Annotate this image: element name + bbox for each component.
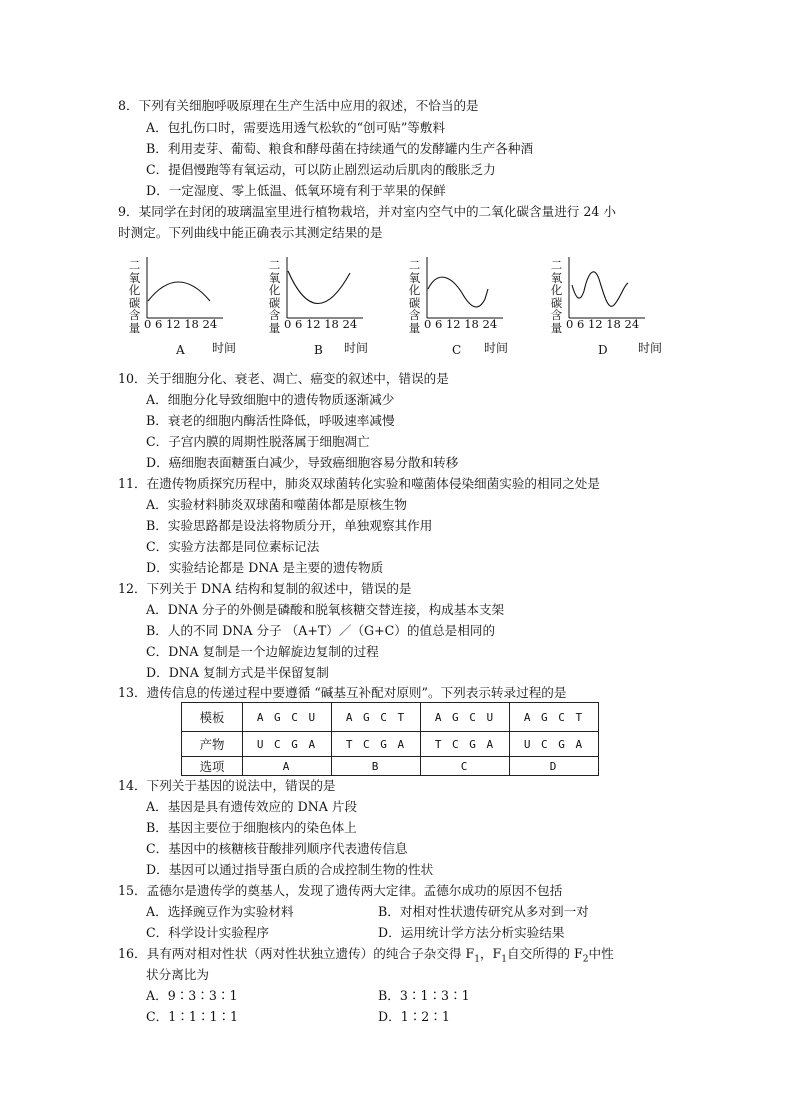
graph-b-ylabel: 二氧化碳含量 (268, 258, 281, 335)
table-cell: T C G A (421, 732, 510, 757)
graph-d-xticks: 0 6 12 18 24 (566, 317, 640, 331)
table-cell: 选项 (182, 757, 243, 776)
graph-c-label: C (452, 343, 462, 357)
table-cell: A G C T (510, 703, 599, 732)
q9-stem: 9．某同学在封闭的玻璃温室里进行植物栽培，并对室内空气中的二氧化碳含量进行 24 小 (118, 204, 617, 219)
table-cell: A G C U (421, 703, 510, 732)
q13-table (181, 702, 599, 776)
graph-d-curve (572, 272, 628, 306)
table-row (182, 757, 599, 776)
table-cell: A (243, 757, 332, 776)
q10-option-c: C．子宫内膜的周期性脱落属于细胞凋亡 (146, 434, 370, 449)
subscript: 2 (582, 954, 589, 965)
q16-option-c: C．1∶1∶1∶1 (146, 1009, 239, 1024)
q16-stem (118, 945, 614, 969)
q15-option-b: B．对相对性状遗传研究从多对到一对 (378, 904, 589, 919)
subscript: 1 (501, 954, 508, 965)
q14-option-b: B．基因主要位于细胞核内的染色体上 (146, 820, 357, 835)
graph-d-xlabel: 时间 (638, 341, 663, 355)
q8-option-c: C．提倡慢跑等有氧运动，可以防止剧烈运动后肌肉的酸胀乏力 (146, 162, 496, 177)
graph-b-xlabel: 时间 (344, 341, 369, 355)
q11-option-d: D．实验结论都是 DNA 是主要的遗传物质 (146, 560, 384, 575)
q11-option-b: B．实验思路都是设法将物质分开，单独观察其作用 (146, 518, 433, 533)
table-cell: C (421, 757, 510, 776)
graph-c-xticks: 0 6 12 18 24 (424, 317, 498, 331)
q8-option-d: D．一定湿度、零上低温、低氧环境有利于苹果的保鲜 (146, 183, 446, 198)
q12-option-c: C．DNA 复制是一个边解旋边复制的过程 (146, 644, 379, 659)
table-cell: U C G A (243, 732, 332, 757)
q14-option-a: A．基因是具有遗传效应的 DNA 片段 (146, 799, 358, 814)
q16-stem-part: 中性 (588, 946, 614, 961)
q15-option-c: C．科学设计实验程序 (146, 925, 269, 940)
q16-stem-cont: 状分离比为 (146, 967, 209, 982)
q16-stem-part: 16．具有两对相对性状（两对性状独立遗传）的纯合子杂交得 F (118, 946, 475, 961)
q8-option-a: A．包扎伤口时，需要选用透气松软的“创可贴”等敷料 (146, 120, 446, 135)
graph-d (550, 255, 685, 355)
q12-stem: 12．下列关于 DNA 结构和复制的叙述中，错误的是 (118, 581, 412, 596)
q11-option-c: C．实验方法都是同位素标记法 (146, 539, 320, 554)
graph-c-xlabel: 时间 (484, 341, 509, 355)
graph-a-xticks: 0 6 12 18 24 (144, 317, 218, 331)
q13-stem: 13．遗传信息的传递过程中要遵循 “碱基互补配对原则”。下列表示转录过程的是 (118, 685, 567, 700)
q16-stem-part: 自交所得的 F (507, 946, 583, 961)
q12-option-b: B．人的不同 DNA 分子 （A+T）／（G+C）的值总是相同的 (146, 623, 496, 638)
q9-stem-cont: 时测定。下列曲线中能正确表示其测定结果的是 (118, 225, 383, 240)
q10-stem: 10．关于细胞分化、衰老、凋亡、癌变的叙述中，错误的是 (118, 371, 449, 386)
table-cell: A G C T (332, 703, 421, 732)
q12-option-d: D．DNA 复制方式是半保留复制 (146, 665, 329, 680)
q10-option-a: A．细胞分化导致细胞中的遗传物质逐渐减少 (146, 392, 395, 407)
q12-option-a: A．DNA 分子的外侧是磷酸和脱氧核糖交替连接，构成基本支架 (146, 602, 505, 617)
table-row (182, 732, 599, 757)
q11-option-a: A．实验材料肺炎双球菌和噬菌体都是原核生物 (146, 497, 407, 512)
table-cell: A G C U (243, 703, 332, 732)
table-cell: 产物 (182, 732, 243, 757)
graph-a-label: A (176, 343, 185, 357)
table-cell: B (332, 757, 421, 776)
graph-a-ylabel: 二氧化碳含量 (128, 258, 141, 335)
graph-d-label: D (598, 343, 608, 357)
q8-stem: 8．下列有关细胞呼吸原理在生产生活中应用的叙述，不恰当的是 (118, 98, 479, 113)
q10-option-d: D．癌细胞表面糖蛋白减少，导致癌细胞容易分散和转移 (146, 455, 459, 470)
q15-stem: 15．孟德尔是遗传学的奠基人，发现了遗传两大定律。孟德尔成功的原因不包括 (118, 883, 563, 898)
q15-option-a: A．选择豌豆作为实验材料 (146, 904, 294, 919)
q14-option-c: C．基因中的核糖核苷酸排列顺序代表遗传信息 (146, 841, 408, 856)
table-row (182, 703, 599, 732)
q16-option-b: B．3∶1∶3∶1 (378, 988, 470, 1003)
graph-b (268, 255, 403, 355)
graph-d-ylabel: 二氧化碳含量 (550, 258, 563, 335)
table-cell: 模板 (182, 703, 243, 732)
graph-c-ylabel: 二氧化碳含量 (408, 258, 421, 335)
table-cell: U C G A (510, 732, 599, 757)
graph-a (128, 255, 263, 355)
graph-b-curve (288, 271, 350, 304)
q16-option-d: D．1∶2∶1 (378, 1009, 450, 1024)
q14-option-d: D．基因可以通过指导蛋白质的合成控制生物的性状 (146, 862, 434, 877)
graph-a-xlabel: 时间 (212, 341, 237, 355)
graph-b-label: B (314, 343, 323, 357)
graph-a-curve (148, 282, 210, 301)
q10-option-b: B．衰老的细胞内酶活性降低，呼吸速率减慢 (146, 413, 395, 428)
q16-option-a: A．9∶3∶3∶1 (146, 988, 238, 1003)
graph-c (408, 255, 543, 355)
q14-stem: 14．下列关于基因的说法中，错误的是 (118, 778, 336, 793)
graph-c-curve (428, 277, 488, 307)
q15-option-d: D．运用统计学方法分析实验结果 (378, 925, 565, 940)
q8-option-b: B．利用麦芽、葡萄、粮食和酵母菌在持续通气的发酵罐内生产各种酒 (146, 141, 534, 156)
q11-stem: 11．在遗传物质探究历程中，肺炎双球菌转化实验和噬菌体侵染细菌实验的相同之处是 (118, 476, 600, 491)
graph-b-xticks: 0 6 12 18 24 (284, 317, 358, 331)
table-cell: T C G A (332, 732, 421, 757)
subscript: 1 (474, 954, 480, 965)
q16-stem-part: ，F (479, 946, 502, 961)
table-cell: D (510, 757, 599, 776)
